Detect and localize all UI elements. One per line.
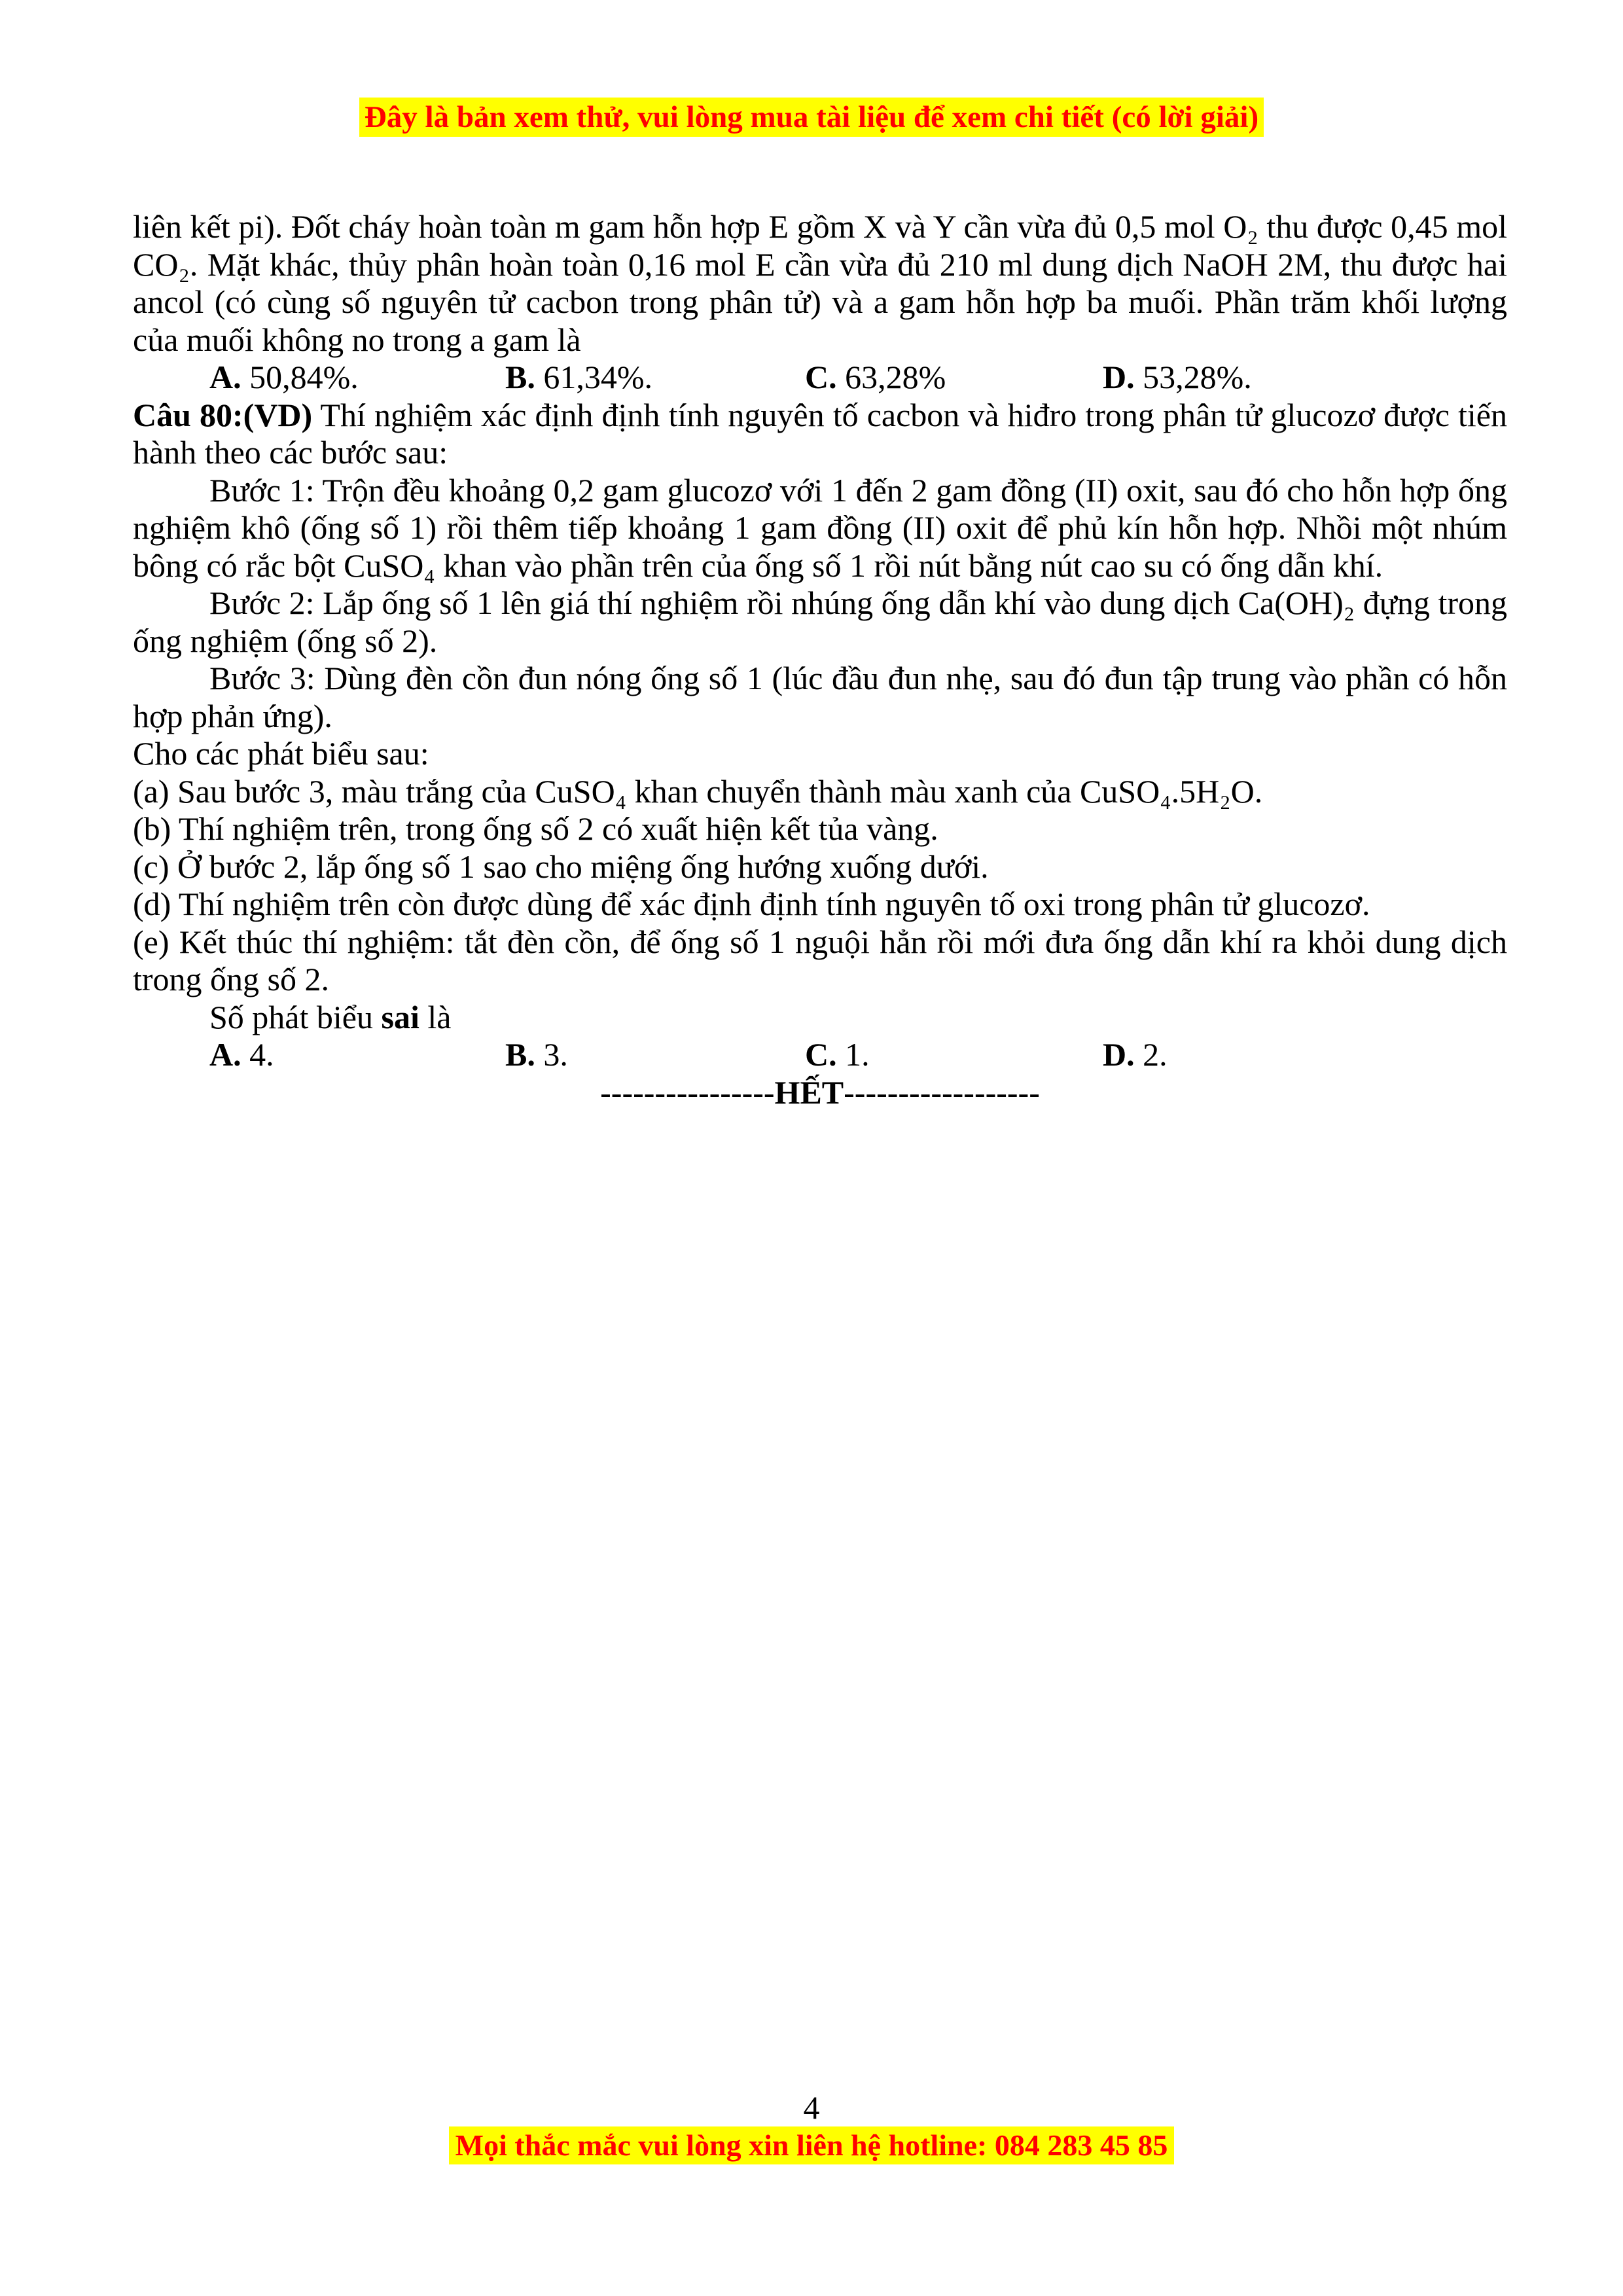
option-b-label: B. (505, 359, 535, 395)
question-80-intro-text: Thí nghiệm xác định định tính nguyên tố cacbon và hiđro trong phân tử glucozơ được tiến hành theo các bước sau: (133, 396, 1507, 471)
option-a-label: A. (209, 359, 241, 395)
statement-a: (a) Sau bước 3, màu trắng của CuSO₄ khan chuyển thành màu xanh của CuSO₄.5H₂O. (133, 772, 1263, 810)
option-b-value: 61,34%. (535, 359, 653, 395)
final-question-prefix: Số phát biểu (209, 998, 382, 1035)
hotline-banner-text: Mọi thắc mắc vui lòng xin liên hệ hotline: 084 283 45 85 (449, 2126, 1175, 2164)
option-b (505, 359, 805, 397)
option-d (1103, 359, 1252, 397)
statement-e: (e) Kết thúc thí nghiệm: tắt đèn cồn, để ống số 1 nguội hẳn rồi mới đưa ống dẫn khí ra khỏi dung dịch trong ống số 2. (133, 923, 1507, 997)
preview-banner-text: Đây là bản xem thử, vui lòng mua tài liệu để xem chi tiết (có lời giải) (359, 98, 1264, 137)
option-c (805, 359, 1103, 397)
question-79-options-row (133, 359, 1507, 397)
option-b-value: 3. (535, 1036, 568, 1073)
option-b (505, 1036, 805, 1074)
question-80-final-question (133, 999, 1507, 1037)
option-c (805, 1036, 1103, 1074)
page-number: 4 (803, 2089, 820, 2126)
preview-banner (0, 98, 1623, 137)
question-80-options-row (133, 1036, 1507, 1074)
option-d-value: 2. (1134, 1036, 1168, 1073)
question-80-label: Câu 80:(VD) (133, 396, 313, 433)
question-80-intro (133, 397, 1507, 472)
end-of-exam-line (133, 1074, 1507, 1112)
hotline-banner (0, 2126, 1623, 2164)
question-80-step-1: Bước 1: Trộn đều khoảng 0,2 gam glucozơ với 1 đến 2 gam đồng (II) oxit, sau đó cho hỗn hợp ống nghiệm khô (ống số 1) rồi thêm tiếp khoảng 1 gam đồng (II) oxit để phủ kín hỗn hợp. Nhồi một nhúm bông có rắc bột CuSO₄ khan vào phần trên của ống số 1 rồi nút bằng nút cao su có ống dẫn khí. (133, 471, 1507, 584)
final-question-bold: sai (381, 998, 419, 1035)
option-d-label: D. (1103, 359, 1135, 395)
option-c-value: 63,28% (836, 359, 946, 395)
final-question-suffix: là (419, 998, 452, 1035)
option-a (209, 1036, 505, 1074)
question-80-step-3: Bước 3: Dùng đèn cồn đun nóng ống số 1 (lúc đầu đun nhẹ, sau đó đun tập trung vào phần có hỗn hợp phản ứng). (133, 660, 1507, 734)
question-80-step-2: Bước 2: Lắp ống số 1 lên giá thí nghiệm rồi nhúng ống dẫn khí vào dung dịch Ca(OH)₂ đựng trong ống nghiệm (ống số 2). (133, 584, 1507, 659)
option-a-label: A. (209, 1036, 241, 1073)
option-c-label: C. (805, 359, 837, 395)
statement-d: (d) Thí nghiệm trên còn được dùng để xác định định tính nguyên tố oxi trong phân tử glucozơ. (133, 886, 1370, 922)
question-79-body-text: liên kết pi). Đốt cháy hoàn toàn m gam hỗn hợp E gồm X và Y cần vừa đủ 0,5 mol O₂ thu được 0,45 mol CO₂. Mặt khác, thủy phân hoàn toàn 0,16 mol E cần vừa đủ 210 ml dung dịch NaOH 2M, thu được hai ancol (có cùng số nguyên tử cacbon trong phân tử) và a gam hỗn hợp ba muối. Phần trăm khối lượng của muối không no trong a gam là (133, 208, 1507, 358)
page-content (133, 208, 1507, 1111)
option-a-value: 4. (241, 1036, 274, 1073)
end-line-right-dashes: ------------------ (844, 1073, 1040, 1111)
statement-b: (b) Thí nghiệm trên, trong ống số 2 có xuất hiện kết tủa vàng. (133, 810, 938, 847)
option-d-label: D. (1103, 1036, 1135, 1073)
option-a (209, 359, 505, 397)
option-a-value: 50,84%. (241, 359, 359, 395)
option-c-value: 1. (836, 1036, 870, 1073)
option-c-label: C. (805, 1036, 837, 1073)
option-b-label: B. (505, 1036, 535, 1073)
end-line-left-dashes: ---------------- (600, 1073, 775, 1111)
statements-intro: Cho các phát biểu sau: (133, 735, 429, 772)
option-d (1103, 1036, 1168, 1074)
option-d-value: 53,28%. (1134, 359, 1252, 395)
statement-c: (c) Ở bước 2, lắp ống số 1 sao cho miệng ống hướng xuống dưới. (133, 848, 989, 885)
end-line-label: HẾT (774, 1073, 844, 1111)
